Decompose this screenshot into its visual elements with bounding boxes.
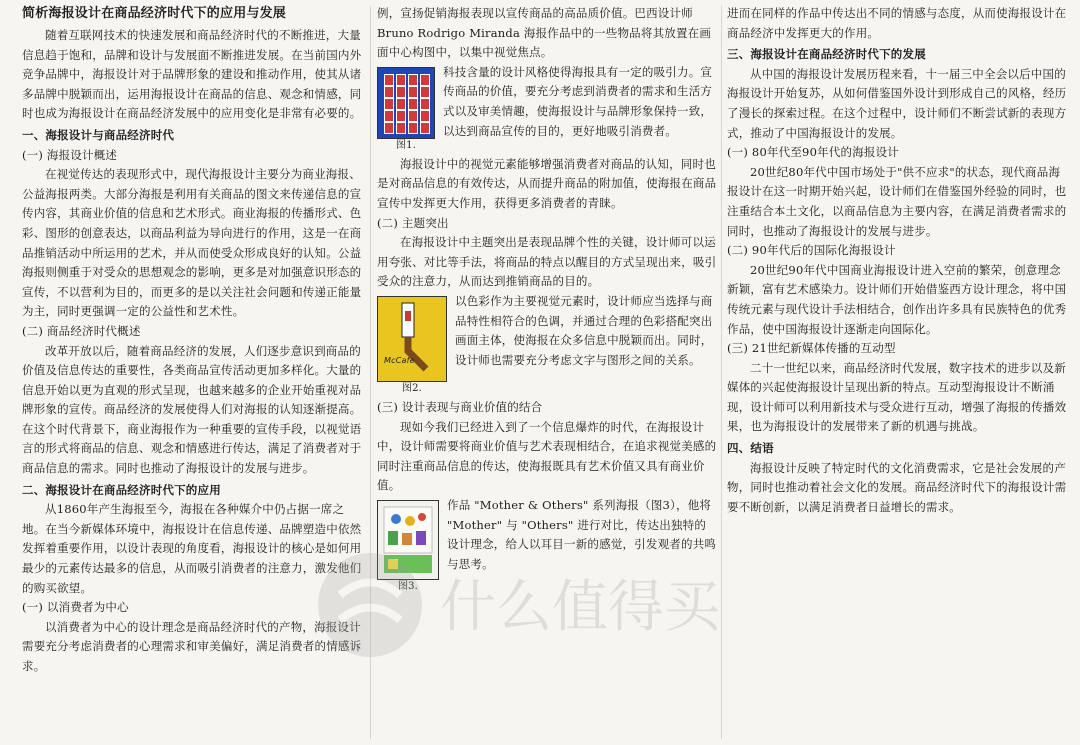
body-paragraph: 进而在同样的作品中传达出不同的情感与态度，从而使海报设计在商品经济中发挥更大的作用。	[727, 6, 1067, 40]
body-paragraph: 在视觉传达的表现形式中，现代海报设计主要分为商业海报、公益海报两类。大部分海报是利用有关商品的图文来传递信息的宣传内容，其商业价值的信息和艺术形式。商业海报的传播形式、色彩、图形的创意表达，以商品利益为导向进行的作用，这是一在商品推销活动中所运用的艺术，并从而使受众形成良好的认知。公益海报则侧重于对受众的思想观念的影响，更多是对加强意识形态的宣传，不以营利为目的，而更多的是以关注社会问题和传递正能量为主，同时更强调一定的公益性和艺术性。	[22, 167, 362, 319]
figure-1-cell	[408, 110, 418, 122]
subsection-heading: (二) 主题突出	[377, 215, 449, 230]
body-paragraph: 以消费者为中心的设计理念是商品经济时代的产物，海报设计需要充分考虑消费者的心理需求和审美偏好，满足消费者的情感诉求。	[22, 619, 362, 673]
figure-1-cell	[408, 98, 418, 110]
body-paragraph: 20世纪80年代中国市场处于"供不应求"的状态，现代商品海报设计在这一时期开始兴起，设计师们在借鉴国外经验的同时，也注重结合本土文化，以商品信息为主要内容，在满足消费者需求的同时，也推动了海报设计的发展与进步。	[727, 164, 1067, 238]
figure-1-cell	[396, 122, 406, 134]
figure-1-cell	[408, 122, 418, 134]
article-title: 简析海报设计在商品经济时代下的应用与发展	[22, 6, 287, 21]
figure-1-row	[377, 63, 717, 155]
figure-1-cell	[384, 122, 394, 134]
figure-1-cell	[384, 74, 394, 86]
body-paragraph: 海报设计中的视觉元素能够增强消费者对商品的认知，同时也是对商品信息的有效传达，从而提升商品的附加值，使海报在商品宣传中发挥更大作用，获得更多消费者的青睐。	[377, 156, 717, 210]
figure-1-image	[377, 67, 435, 139]
body-paragraph: 从1860年产生海报至今，海报在各种媒介中仍占据一席之地。在当今新媒体环境中，海报设计在信息传递、品牌塑造中依然发挥着重要作用，以设计表现的角度看，海报设计的核心是如何用最少的元素传达最多的信息，从而吸引消费者的注意力，激发他们的购买欲望。	[22, 502, 362, 595]
figure-2	[377, 296, 447, 396]
mother-others-poster-icon	[378, 501, 438, 579]
watermark-text: 什么值得买	[440, 575, 720, 640]
figure-1	[377, 67, 435, 153]
subsection-heading: (二) 90年代后的国际化海报设计	[727, 243, 896, 258]
figure-1-cell	[384, 98, 394, 110]
figure-1-caption: 图1.	[395, 139, 417, 151]
figure-3	[377, 500, 439, 594]
column-2	[377, 4, 717, 745]
figure-2-text: 以色彩作为主要视觉元素时，设计师应当选择与商品特性相符合的色调，并通过合理的色彩搭配突出画面主体，使海报在众多信息中脱颖而出。同时，设计师也需要充分考虑文字与图形之间的关系。	[455, 293, 713, 367]
subsection-heading: (三) 21世纪新媒体传播的互动型	[727, 341, 896, 356]
figure-1-cell	[396, 86, 406, 98]
figure-1-cell	[396, 74, 406, 86]
column-1	[22, 4, 362, 745]
subsection-heading: (一) 海报设计概述	[22, 147, 118, 162]
body-paragraph: 例，宣扬促销海报表现以宣传商品的高品质价值。巴西设计师 Bruno Rodrigo Miranda 海报作品中的一些物品将其放置在画面中心构图中，以集中视觉焦点。	[377, 6, 712, 60]
column-divider	[370, 6, 371, 739]
column-3	[727, 4, 1067, 745]
figure-3-image	[377, 500, 439, 580]
body-paragraph: 改革开放以后，随着商品经济的发展，人们逐步意识到商品的价值及信息传达的重要性，各类商品宣传活动更加多样化。大量的信息开始以更为直观的形式呈现，也越来越多的企业开始重视对品牌形象的宣传。商品经济的发展使得人们对海报的认知逐渐提高。在这个时代背景下，商业海报作为一种重要的宣传手段，以视觉语言的形式将商品的信息、观念和情感进行传达，满足了消费者对于商品信息的需求。同时也推动了海报设计的发展与进步。	[22, 343, 362, 476]
section-heading: 二、海报设计在商品经济时代下的应用	[22, 482, 221, 497]
body-paragraph: 现如今我们已经进入到了一个信息爆炸的时代，在海报设计中，设计师需要将商业价值与艺术表现相结合，在追求视觉美感的同时注重商品信息的传达，使海报既具有艺术价值又具有商业价值。	[377, 419, 717, 493]
figure-1-cell	[420, 110, 430, 122]
intro-paragraph: 随着互联网技术的快速发展和商品经济时代的不断推进，大量信息趋于饱和，品牌和设计与发展面不断推进发展。在当前国内外竞争品牌中，海报设计对于品牌形象的建设和推动作用，使其从诸多品牌中脱颖而出，运用海报设计在商品的信息、观念和情感，同时也成为海报设计在商品经济发展中的应用变化是非常有必要的。	[22, 28, 362, 121]
subsection-heading: (一) 80年代至90年代的海报设计	[727, 145, 899, 160]
figure-2-caption: 图2.	[401, 382, 423, 394]
figure-1-text: 科技含量的设计风格使得海报具有一定的吸引力。宣传商品的价值，要充分考虑到消费者的需求和生活方式以及审美情趣，使海报设计与品牌形象保持一致，以达到商品宣传的目的，更好地吸引消费者。	[443, 64, 713, 138]
figure-1-cell	[420, 86, 430, 98]
figure-2-row	[377, 292, 717, 398]
figure-3-text: 作品 "Mother & Others" 系列海报（图3），他将 "Mother" 与 "Others" 进行对比，传达出独特的设计理念，给人以耳目一新的感觉，引发观者的共鸣与思考。	[447, 497, 717, 571]
figure-1-cell	[420, 74, 430, 86]
body-paragraph: 20世纪90年代中国商业海报设计进入空前的繁荣，创意理念新颖，富有艺术感染力。设计师们开始借鉴西方设计理念，将中国传统元素与现代设计手法相结合，创作出许多具有民族特色的优秀作品，使中国海报设计逐渐走向国际化。	[727, 262, 1067, 336]
figure-1-cell	[396, 110, 406, 122]
figure-1-cell	[408, 74, 418, 86]
body-paragraph: 在海报设计中主题突出是表现品牌个性的关键，设计师可以运用夸张、对比等手法，将商品的特点以醒目的方式呈现出来，吸引受众的注意力，从而达到推销商品的目的。	[377, 235, 717, 289]
section-heading: 一、海报设计与商品经济时代	[22, 127, 175, 142]
figure-1-cell	[420, 98, 430, 110]
section-heading: 三、海报设计在商品经济时代下的发展	[727, 47, 926, 62]
figure-1-cell	[420, 122, 430, 134]
figure-3-caption: 图3.	[397, 580, 419, 592]
subsection-heading: (一) 以消费者为中心	[22, 600, 129, 615]
subsection-heading: (二) 商品经济时代概述	[22, 323, 141, 338]
subsection-heading: (三) 设计表现与商业价值的结合	[377, 399, 543, 414]
body-paragraph: 二十一世纪以来，商品经济时代发展，数字技术的进步以及新媒体的兴起使海报设计呈现出新的特点。互动型海报设计不断涌现，设计师可以利用新技术与受众进行互动，增强了海报的传播效果，也为海报设计的发展带来了新的机遇与挑战。	[727, 360, 1067, 434]
figure-3-row	[377, 496, 717, 596]
body-paragraph: 从中国的海报设计发展历程来看，十一届三中全会以后中国的海报设计开始复苏，从如何借鉴国外设计到形成自己的风格，经历了漫长的探索过程。在这个过程中，设计师们不断尝试新的表现方式，推动了中国海报设计的发展。	[727, 66, 1067, 140]
figure-2-brand: McCafe	[384, 355, 415, 365]
mccafe-poster-icon	[378, 297, 446, 381]
figure-1-cell	[384, 86, 394, 98]
column-divider	[721, 6, 722, 739]
body-paragraph: 海报设计反映了特定时代的文化消费需求，它是社会发展的产物，同时也推动着社会文化的发展。商品经济时代下的海报设计需要不断创新，以满足消费者日益增长的需求。	[727, 460, 1067, 514]
figure-1-cell	[396, 98, 406, 110]
figure-1-cell	[408, 86, 418, 98]
figure-1-cell	[384, 110, 394, 122]
figure-2-image	[377, 296, 447, 382]
section-heading: 四、结语	[727, 441, 774, 456]
